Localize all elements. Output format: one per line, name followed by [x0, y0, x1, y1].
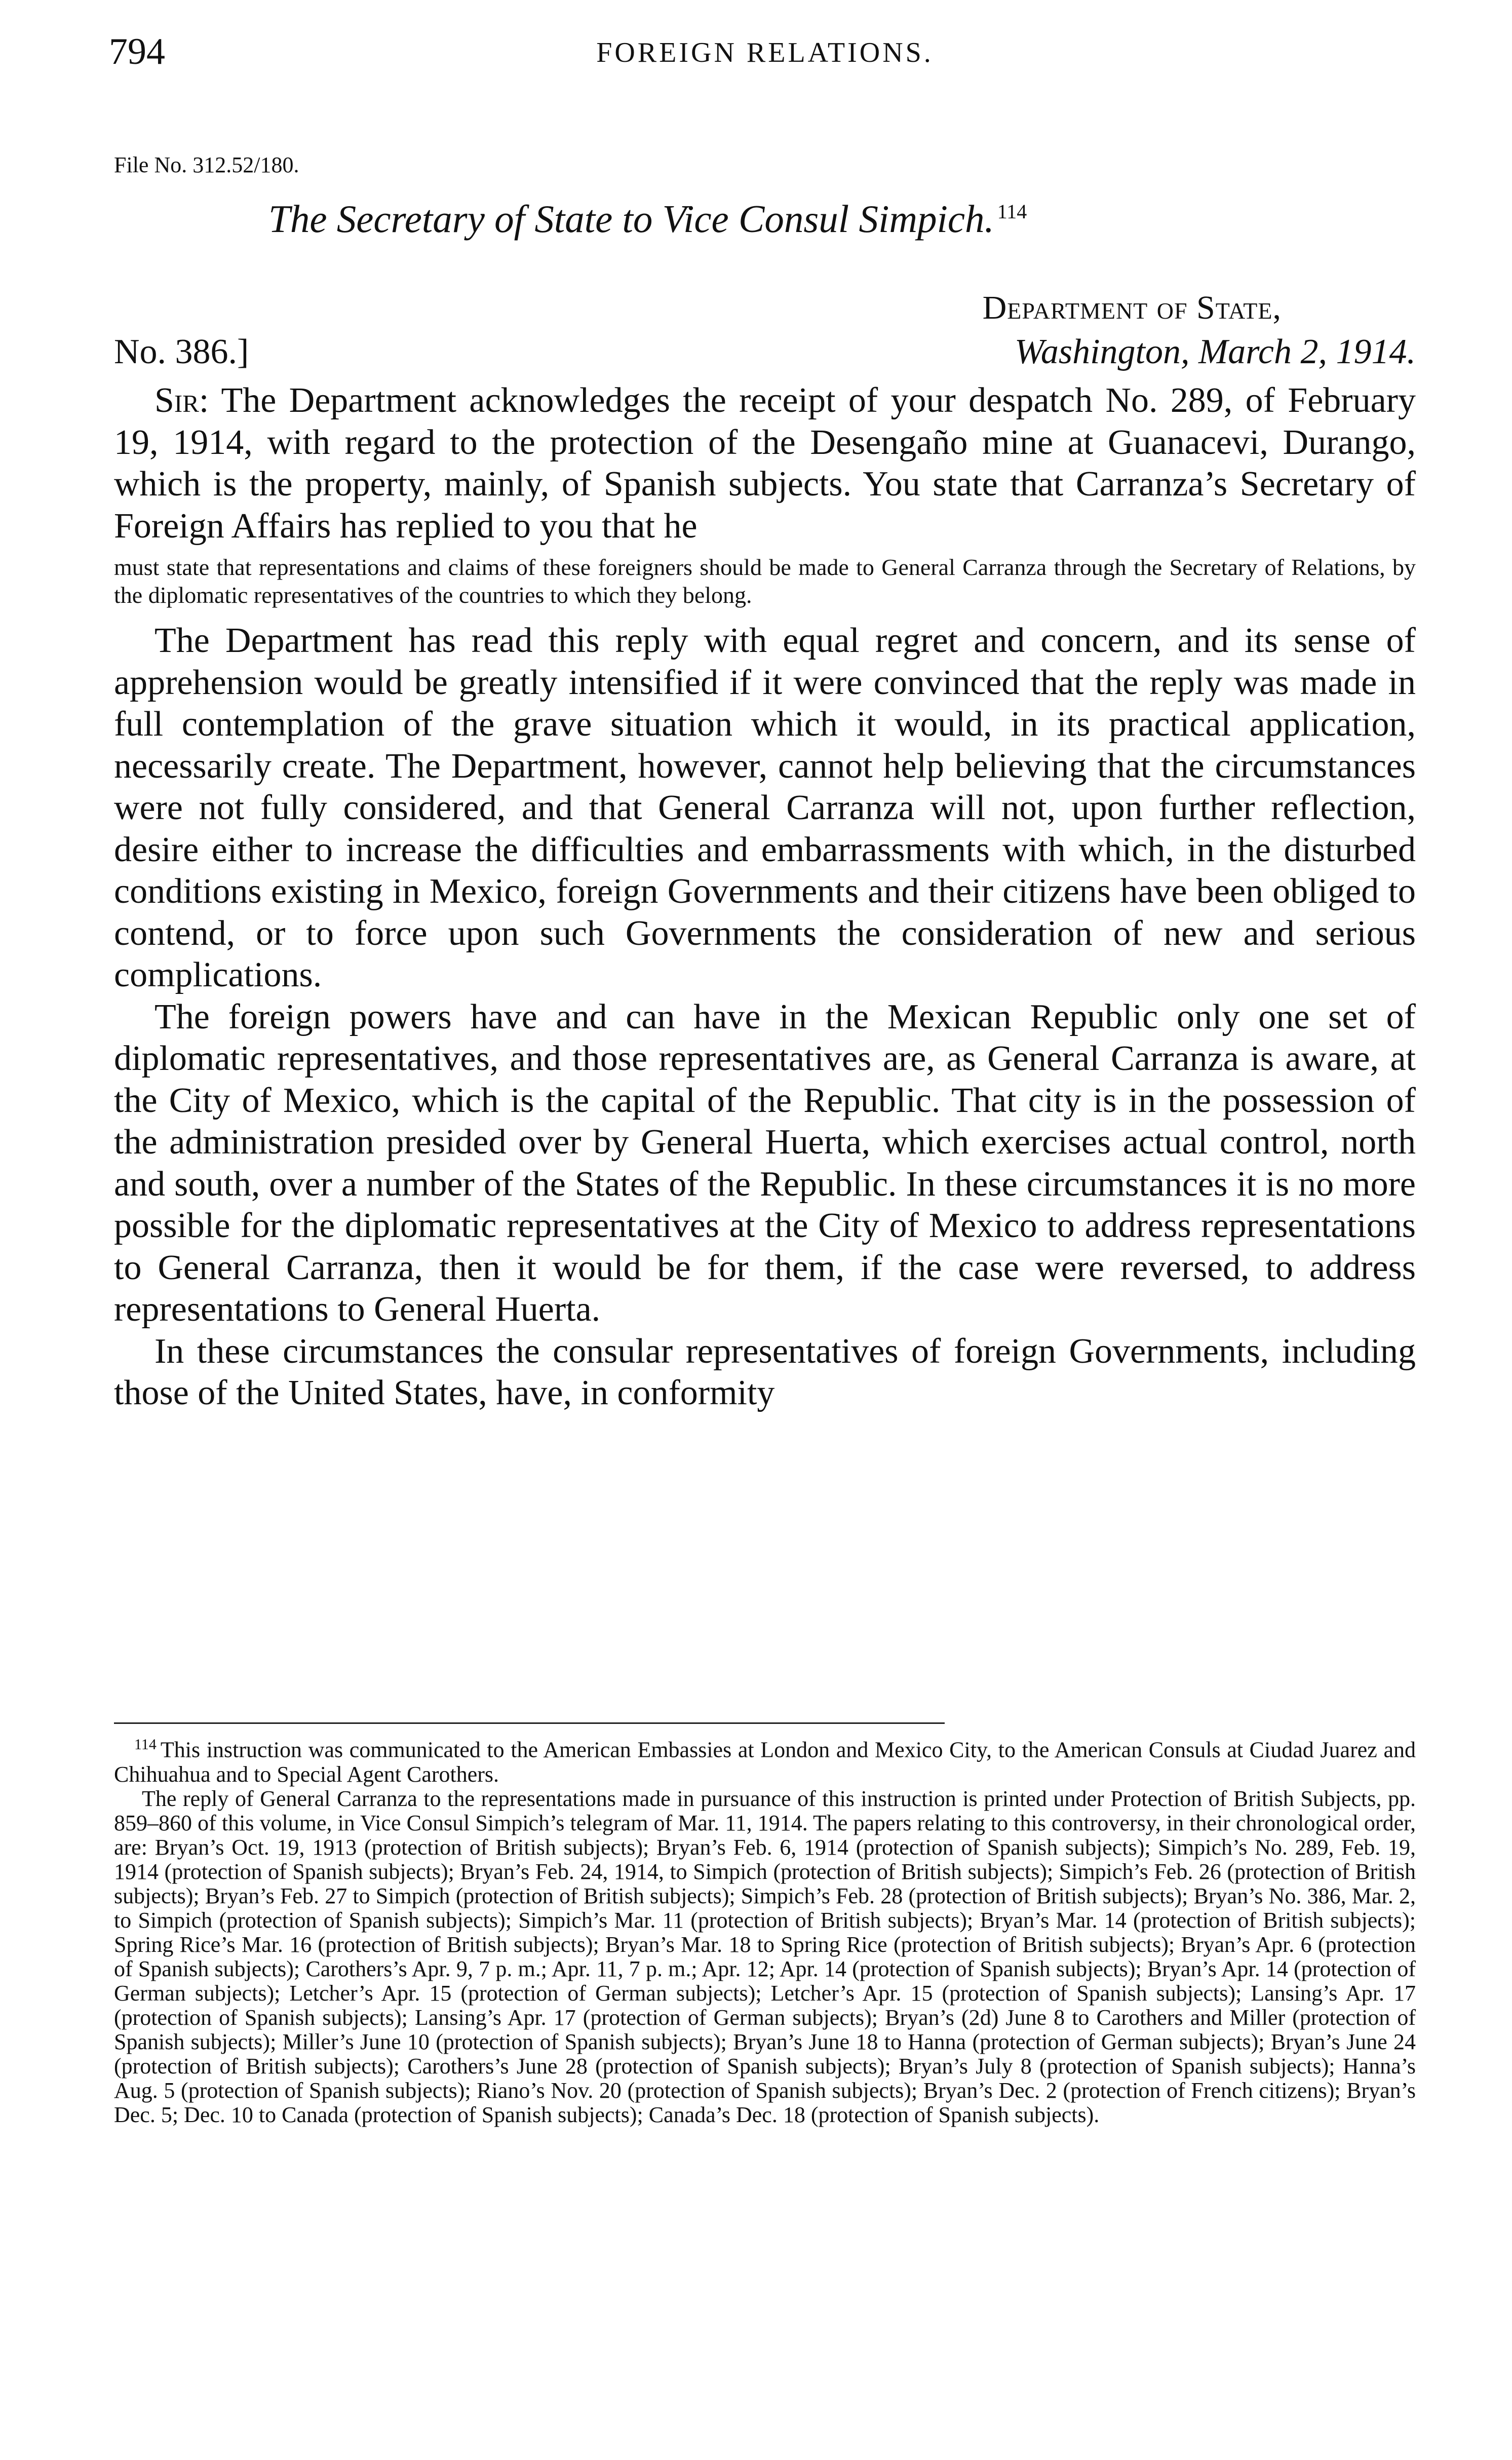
block-quote: must state that representations and claims of these foreigners should be made to General Carranza through the Secretary of Relations, by the diplomatic representatives of the countries to which they belong.: [114, 554, 1416, 608]
department-heading: Department of State,: [982, 289, 1282, 326]
letter-body: [114, 380, 1416, 1414]
footnote-rule: [114, 1722, 945, 1724]
footnotes: [114, 1733, 1416, 2127]
footnote-continuation: The reply of General Carranza to the representations made in pursuance of this instruction is printed under Protection of British Subjects, pp. 859–860 of this volume, in Vice Consul Simpich’s telegram of Mar. 11, 1914. The papers relating to this controversy, in their chronological order, are: Bryan’s Oct. 19, 1913 (protection of British subjects); Bryan’s Feb. 6, 1914 (protection of Spanish subjects); Simpich’s No. 289, Feb. 19, 1914 (protection of Spanish subjects); Bryan’s Feb. 24, 1914, to Simpich (protection of British subjects); Simpich’s Feb. 26 (protection of British subjects); Bryan’s Feb. 27 to Simpich (protection of British subjects); Simpich’s Feb. 28 (protection of British subjects); Bryan’s No. 386, Mar. 2, to Simpich (protection of Spanish subjects); Simpich’s Mar. 11 (protection of British subjects); Bryan’s Mar. 14 (protection of British subjects); Spring Rice’s Mar. 16 (protection of British subjects); Bryan’s Mar. 18 to Spring Rice (protection of British subjects); Bryan’s Apr. 6 (protection of Spanish subjects); Carothers’s Apr. 9, 7 p. m.; Apr. 11, 7 p. m.; Apr. 12; Apr. 14 (protection of Spanish subjects); Bryan’s Apr. 14 (protection of German subjects); Letcher’s Apr. 15 (protection of German subjects); Letcher’s Apr. 15 (protection of Spanish subjects); Lansing’s Apr. 17 (protection of Spanish subjects); Lansing’s Apr. 17 (protection of German subjects); Bryan’s (2d) June 8 to Carothers and Miller (protection of Spanish subjects); Miller’s June 10 (protection of Spanish subjects); Bryan’s June 18 to Hanna (protection of German subjects); Bryan’s June 24 (protection of British subjects); Carothers’s June 28 (protection of Spanish subjects); Bryan’s July 8 (protection of Spanish subjects); Hanna’s Aug. 5 (protection of Spanish subjects); Riano’s Nov. 20 (protection of Spanish subjects); Bryan’s Dec. 2 (protection of French citizens); Bryan’s Dec. 5; Dec. 10 to Canada (protection of Spanish subjects); Canada’s Dec. 18 (protection of Spanish subjects).: [114, 1786, 1416, 2127]
footnote-text: This instruction was communicated to the American Embassies at London and Mexico City, to the American Consuls at Ciudad Juarez and Chihuahua and to Special Agent Carothers.: [114, 1737, 1416, 1787]
footnote-ref: 114: [997, 200, 1027, 223]
paragraph-text: The Department acknowledges the receipt of your despatch No. 289, of February 19, 1914, with regard to the protection of the Desengaño mine at Guanacevi, Durango, which is the property, mainly, of Spanish subjects. You state that Carranza’s Secretary of Foreign Affairs has replied to you that he: [114, 381, 1416, 546]
document-title: [268, 197, 1027, 242]
paragraph: [114, 380, 1416, 547]
document-number: No. 386.]: [114, 332, 249, 371]
paragraph: In these circumstances the consular representatives of foreign Governments, including those of the United States, have, in conformity: [114, 1331, 1416, 1412]
dateline: Washington, March 2, 1914.: [1014, 332, 1416, 371]
file-number: File No. 312.52/180.: [114, 152, 299, 177]
salutation: Sir:: [154, 381, 209, 420]
document-page: [109, 30, 1416, 2127]
footnote: [114, 1733, 1416, 1787]
title-text: The Secretary of State to Vice Consul Simpich.: [268, 197, 994, 241]
page-number: 794: [109, 31, 165, 72]
footnote-marker: 114: [134, 1736, 157, 1753]
paragraph: The foreign powers have and can have in the Mexican Republic only one set of diplomatic representatives, and those representatives are, as General Carranza is aware, at the City of Mexico, which is the capital of the Republic. That city is in the possession of the administration presided over by General Huerta, which exercises actual control, north and south, over a number of the States of the Republic. In these circumstances it is no more possible for the diplomatic representatives at the City of Mexico to address representations to General Carranza, then it would be for them, if the case were reversed, to address representations to General Huerta.: [114, 997, 1416, 1329]
paragraph: The Department has read this reply with equal regret and concern, and its sense of apprehension would be greatly intensified if it were convinced that the reply was made in full contemplation of the grave situation which it would, in its practical application, necessarily create. The Department, however, cannot help believing that the circumstances were not fully considered, and that General Carranza will not, upon further reflection, desire either to increase the difficulties and embarrassments with which, in the disturbed conditions existing in Mexico, foreign Governments and their citizens have been obliged to contend, or to force upon such Governments the consideration of new and serious complications.: [114, 621, 1416, 994]
page-header: [109, 30, 1416, 86]
running-head: FOREIGN RELATIONS.: [596, 37, 934, 68]
